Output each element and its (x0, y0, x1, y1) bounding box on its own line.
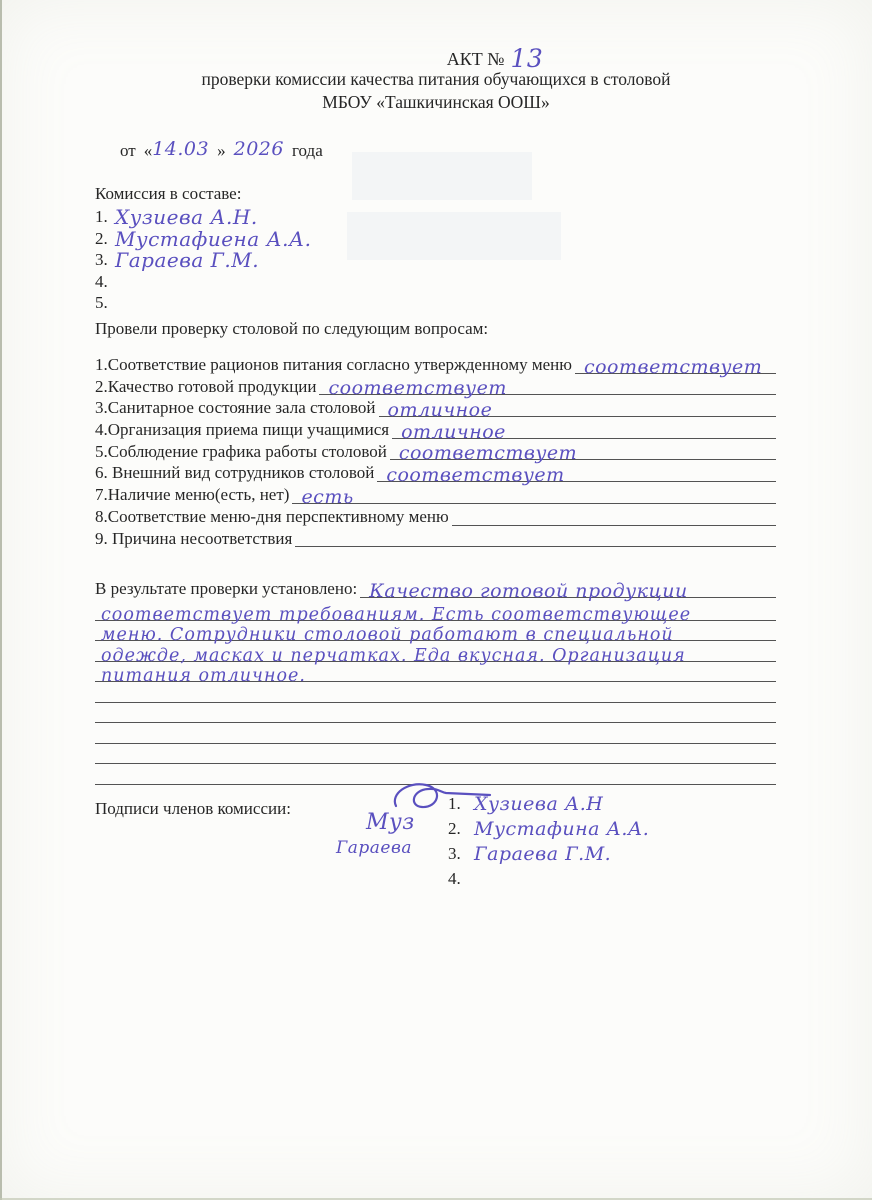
date-line (120, 139, 323, 161)
question-label: 2.Качество готовой продукции (95, 376, 317, 396)
answer-line (575, 354, 776, 378)
signature-row (448, 841, 649, 866)
act-title-line (0, 42, 872, 71)
answer-handwritten: соответствует (386, 464, 565, 487)
signature-number: 4. (448, 869, 461, 888)
signature-autograph: Муз (366, 810, 415, 835)
answer-line (452, 506, 776, 526)
result-line (95, 723, 776, 744)
member-number: 1. (95, 207, 108, 226)
signature-name-handwritten: Гараева Г.М. (474, 843, 612, 865)
signature-number: 2. (448, 819, 461, 838)
question-row (95, 397, 776, 422)
date-year-handwritten: 2026 (233, 138, 284, 160)
member-name-handwritten: Мустафиена А.А. (115, 226, 312, 251)
signature-list (448, 791, 649, 891)
date-suffix: года (291, 141, 323, 160)
result-line (95, 662, 776, 686)
member-number: 2. (95, 228, 108, 248)
answer-handwritten: соответствует (583, 355, 763, 378)
question-list (95, 354, 776, 549)
result-line (95, 703, 776, 724)
title-line-3: МБОУ «Ташкичинская ООШ» (322, 92, 550, 112)
question-row (95, 441, 776, 463)
answer-line (379, 397, 776, 422)
commission-heading: Комиссия в составе: (95, 184, 242, 203)
date-day-month-handwritten: 14.03 (152, 138, 210, 160)
question-row (95, 376, 776, 398)
signature-row (448, 866, 649, 891)
question-label: 6. Внешний вид сотрудников столовой (95, 463, 375, 483)
result-handwritten: Качество готовой продукции (369, 580, 688, 602)
commission-member-row (95, 270, 312, 292)
result-line (95, 641, 776, 666)
signature-name-handwritten: Мустафина А.А. (474, 818, 650, 840)
result-line (95, 600, 776, 625)
member-name-handwritten: Гараева Г.М. (115, 248, 260, 272)
result-label: В результате проверки установлено: (95, 579, 358, 598)
answer-handwritten: соответствует (398, 442, 578, 465)
answer-line (377, 462, 776, 487)
quote-close: » (217, 141, 226, 160)
signature-number: 3. (448, 844, 461, 863)
question-label: 9. Причина несоответствия (95, 528, 293, 548)
question-label: 8.Соответствие меню-дня перспективному меню (95, 506, 449, 526)
result-handwritten: питания отличное. (101, 666, 306, 686)
signature-autograph: Гараева (336, 838, 412, 858)
result-first-row (95, 578, 776, 600)
result-handwritten: соответствует требованиям. Есть соответствующее (101, 604, 692, 625)
question-label: 7.Наличие меню(есть, нет) (95, 485, 290, 505)
result-line (95, 621, 776, 645)
title-line-2: проверки комиссии качества питания обучающихся в столовой (201, 69, 671, 89)
result-handwritten: одежде, масках и перчатках. Еда вкусная. Организация (101, 645, 686, 666)
commission-member-row (95, 227, 312, 249)
act-label: АКТ № (446, 49, 505, 69)
commission-list (95, 205, 312, 313)
answer-handwritten: отличное (387, 399, 493, 422)
answer-handwritten: есть (301, 485, 354, 508)
date-prefix: от (120, 141, 136, 160)
member-number: 5. (95, 293, 108, 312)
answer-line (319, 376, 776, 400)
scan-artifact (352, 152, 532, 200)
result-handwritten: меню. Сотрудники столовой работают в специальной (101, 625, 674, 645)
answer-line (295, 528, 776, 548)
question-row (95, 528, 776, 550)
scan-edge-left (0, 0, 2, 1200)
signature-number: 1. (448, 794, 461, 813)
question-row (95, 484, 776, 506)
member-number: 3. (95, 250, 108, 269)
answer-line (292, 484, 776, 508)
answer-line (392, 419, 776, 443)
question-label: 4.Организация приема пищи учащимися (95, 420, 390, 440)
answer-line (390, 441, 776, 465)
signature-row (448, 816, 649, 841)
question-label: 5.Соблюдение графика работы столовой (95, 441, 387, 461)
commission-member-row (95, 248, 312, 270)
question-label: 3.Санитарное состояние зала столовой (95, 398, 376, 418)
question-label: 1.Соответствие рационов питания согласно утвержденному меню (95, 355, 572, 374)
member-name-handwritten: Хузиева А.Н. (115, 205, 258, 229)
inspection-heading: Провели проверку столовой по следующим вопросам: (95, 319, 489, 338)
member-number: 4. (95, 271, 108, 291)
result-line (95, 744, 776, 765)
result-line (360, 578, 776, 602)
question-row (95, 354, 776, 376)
commission-member-row (95, 291, 312, 313)
question-row (95, 506, 776, 528)
signatures-label: Подписи членов комиссии: (95, 799, 291, 818)
answer-handwritten: отличное (401, 420, 506, 443)
signature-row (448, 791, 649, 816)
commission-member-row (95, 205, 312, 227)
question-row (95, 419, 776, 441)
signature-name-handwritten: Хузиева А.Н (474, 793, 604, 815)
act-number-handwritten: 13 (510, 44, 544, 73)
quote-open: « (143, 141, 153, 160)
result-section (95, 578, 776, 785)
answer-handwritten: соответствует (328, 377, 507, 400)
question-row (95, 462, 776, 487)
result-line (95, 682, 776, 703)
scan-artifact (347, 212, 561, 260)
